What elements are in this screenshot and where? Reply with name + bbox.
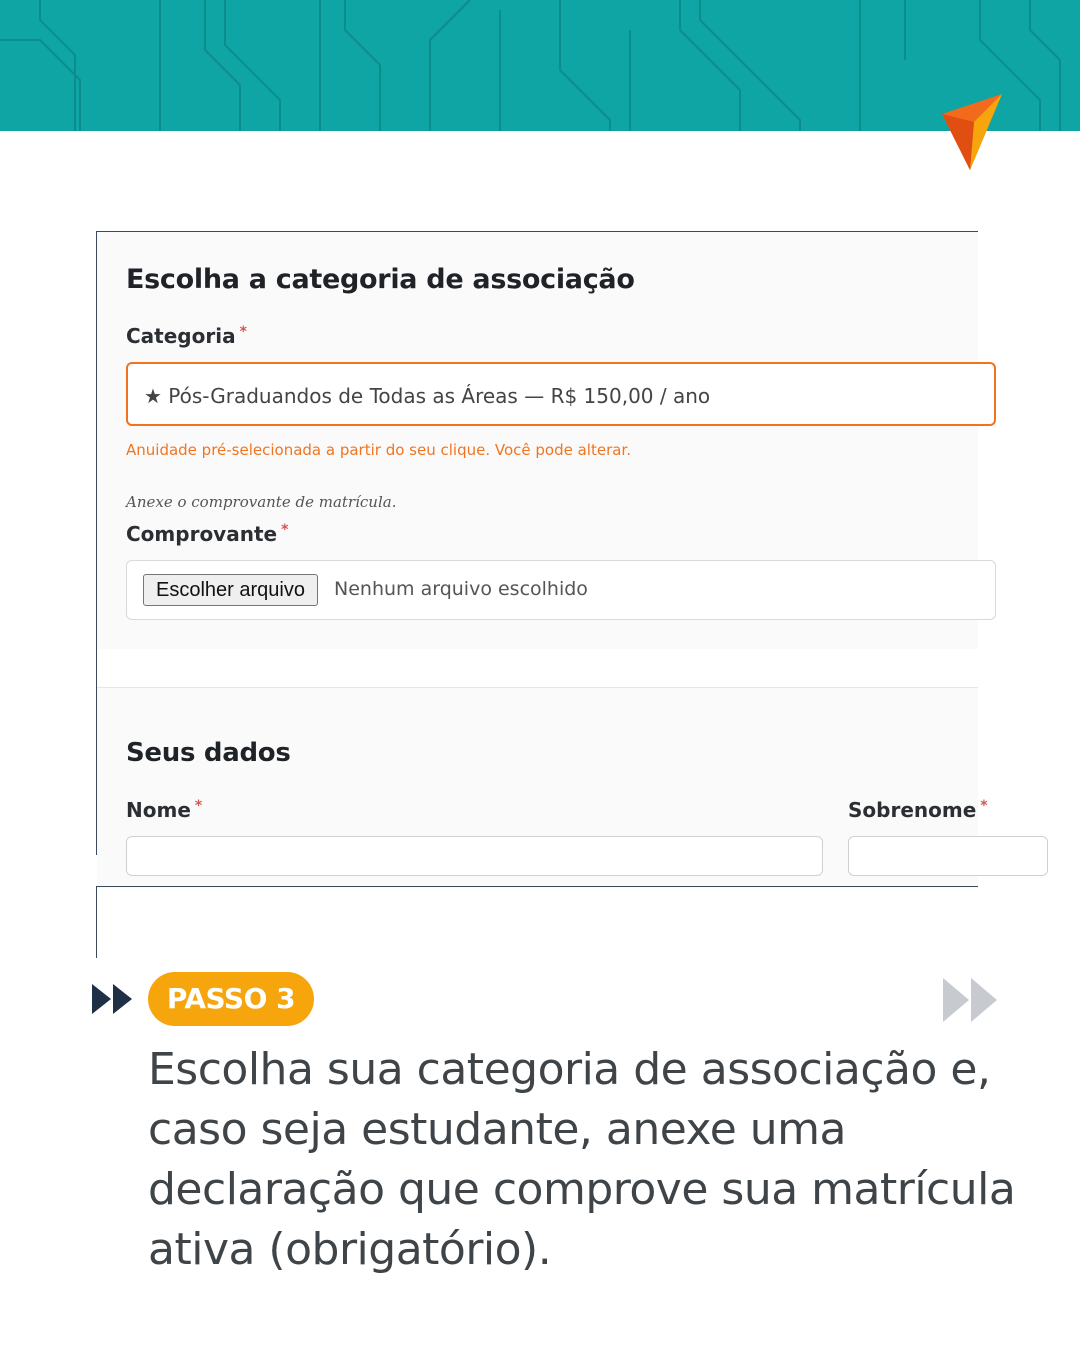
card-gap <box>97 649 978 687</box>
comprovante-label-text: Comprovante <box>126 522 278 546</box>
double-play-icon <box>92 984 134 1014</box>
anexo-note: Anexe o comprovante de matrícula. <box>126 493 397 511</box>
categoria-hint: Anuidade pré-selecionada a partir do seu clique. Você pode alterar. <box>126 441 631 459</box>
personal-data-card <box>97 687 988 888</box>
category-card <box>97 232 978 650</box>
categoria-selected-value: ★ Pós-Graduandos de Todas as Áreas — R$ 150,00 / ano <box>144 384 711 408</box>
form-screenshot <box>96 231 988 855</box>
sobrenome-label-text: Sobrenome <box>848 798 977 822</box>
categoria-label-text: Categoria <box>126 324 236 348</box>
top-banner <box>0 0 1080 131</box>
required-mark: * <box>194 798 203 814</box>
categoria-select[interactable] <box>126 362 996 426</box>
section-title: Escolha a categoria de associação <box>126 264 635 295</box>
step-description: Escolha sua categoria de associação e, caso seja estudante, anexe uma declaração que comprove sua matrícula ativa (obrigatório). <box>148 1044 1016 1275</box>
arrow-logo-icon <box>940 92 1004 172</box>
comprovante-file-input[interactable] <box>126 560 996 620</box>
required-mark: * <box>281 522 289 538</box>
nome-input[interactable] <box>126 836 823 876</box>
nome-label <box>126 798 202 822</box>
sobrenome-label <box>848 798 988 822</box>
decorative-frame <box>96 886 978 958</box>
step-badge: PASSO 3 <box>148 972 314 1026</box>
choose-file-button[interactable]: Escolher arquivo <box>143 574 318 606</box>
required-mark: * <box>239 324 247 340</box>
section-title: Seus dados <box>126 738 291 768</box>
double-play-icon <box>943 978 999 1022</box>
categoria-label <box>126 324 247 348</box>
comprovante-label <box>126 522 288 546</box>
circuit-pattern-icon <box>0 0 1080 131</box>
nome-label-text: Nome <box>126 798 191 822</box>
required-mark: * <box>980 798 988 814</box>
sobrenome-input[interactable] <box>848 836 1048 876</box>
file-status: Nenhum arquivo escolhido <box>334 578 588 600</box>
